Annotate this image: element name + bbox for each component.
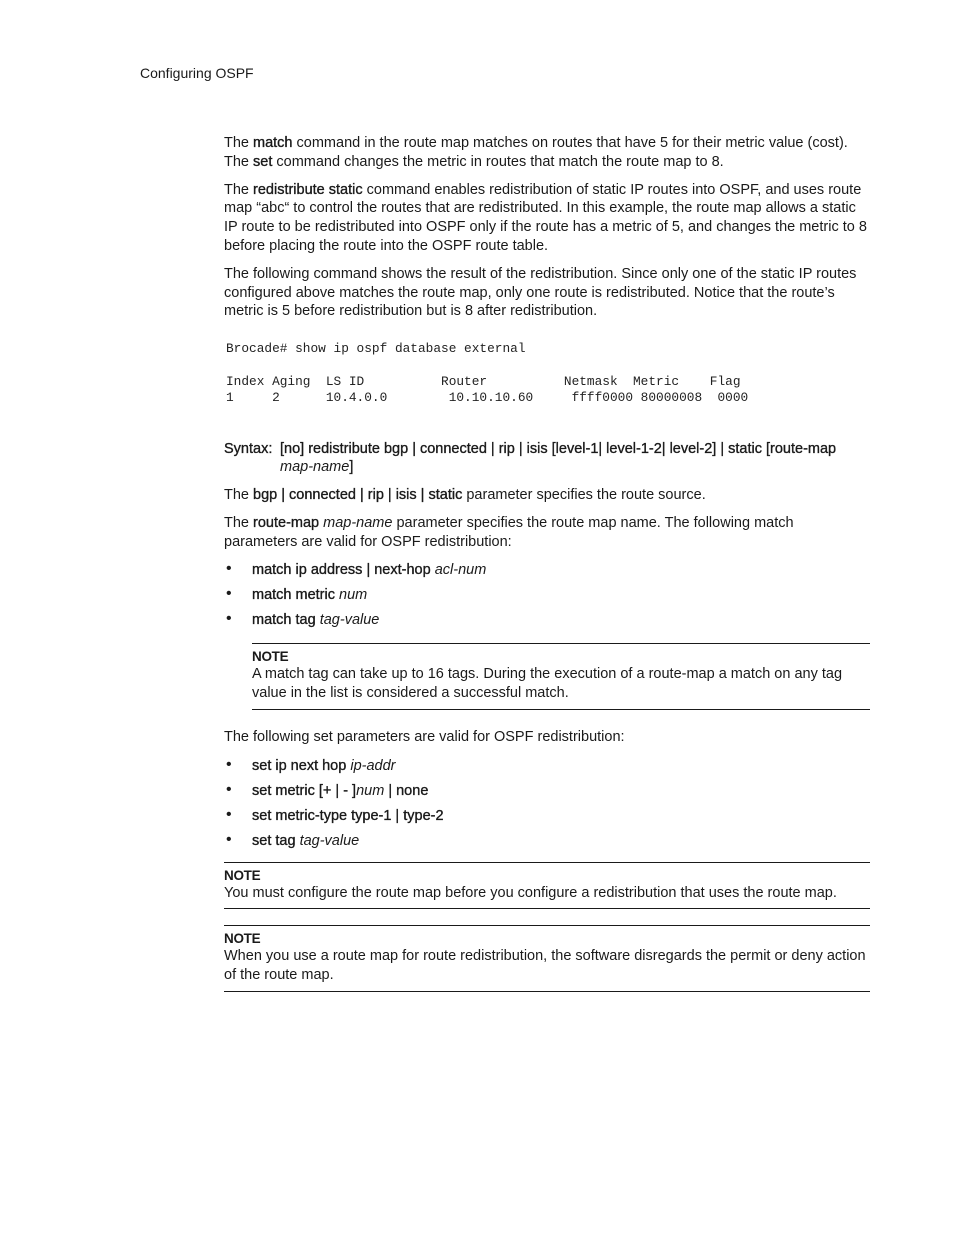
bullet-icon: • [226,780,232,798]
bullet-icon: • [226,584,232,602]
param-variable: acl-num [434,561,487,578]
bullet-icon: • [226,805,232,823]
syntax-close: ] [349,459,354,476]
param-variable: num [339,586,368,603]
keyword-set: set [253,153,273,170]
keyword-redistribute-static: redistribute static [253,181,363,198]
list-item [224,807,870,826]
list-item [224,782,870,801]
bullet-icon: • [226,559,232,577]
text: parameter specifies the route source. [462,487,706,504]
note-permit-deny [224,925,870,992]
bullet-icon: • [226,755,232,773]
param-keyword: set metric-type type-1 | type-2 [252,807,444,824]
paragraph-route-map [224,514,870,552]
keyword-match: match [253,135,293,151]
param-variable: tag-value [299,832,360,849]
text: The [224,487,254,504]
param-variable: num [356,782,385,799]
variable-map-name: map-name [323,515,393,532]
list-item [224,757,870,776]
syntax-command: [no] redistribute bgp | connected | rip | isis [level-1| level-1-2| level-2] | static [route-map [280,440,837,457]
paragraph-route-source [224,486,870,505]
list-item [224,561,870,580]
keyword-route-map: route-map [253,515,320,532]
param-keyword: match metric [252,586,335,603]
note-configure-first [224,862,870,910]
paragraph-redistribute-static [224,181,870,256]
note-title: NOTE [224,931,261,947]
paragraph-result: The following command shows the result of the redistribution. Since only one of the static IP routes configured above matches the route map, only one route is redistributed. Notice that the route’s metric is 5 before redistribution but is 8 after redistribution. [224,265,857,320]
note-match-tag [252,643,870,710]
syntax-variable: map-name [280,459,350,476]
bullet-icon: • [226,830,232,848]
text: The [224,181,254,198]
note-text: You must configure the route map before you configure a redistribution that uses the route map. [224,884,837,901]
note-text: A match tag can take up to 16 tags. During the execution of a route-map a match on any tag value in the list is considered a successful match. [252,666,843,702]
note-text: When you use a route map for route redistribution, the software disregards the permit or deny action of the route map. [224,948,866,984]
text: The [224,135,254,151]
param-keyword: set tag [252,832,296,849]
match-parameter-list [224,561,870,630]
page-content [224,134,870,1008]
param-variable: ip-addr [350,757,396,774]
param-keyword: set metric [+ | - ] [252,782,357,799]
list-item [224,832,870,851]
note-title: NOTE [224,867,261,883]
param-keyword: match ip address | next-hop [252,561,431,578]
text: command in the route map matches on routes that have 5 for their metric value (cost). The [224,135,848,170]
paragraph-set-params: The following set parameters are valid for OSPF redistribution: [224,729,625,746]
param-keyword: match tag [252,611,316,628]
syntax-body [280,440,870,478]
set-parameter-list [224,757,870,851]
text: command changes the metric in routes that match the route map to 8. [272,153,724,170]
code-table-header: Index Aging LS ID Router Netmask Metric Flag [226,373,741,389]
note-title: NOTE [252,649,289,665]
text: The [224,515,254,532]
paragraph-match-set [224,134,870,172]
bullet-icon: • [226,609,232,627]
running-head: Configuring OSPF [140,65,254,81]
syntax-block [224,440,870,478]
code-example [224,341,870,407]
syntax-label: Syntax: [224,440,273,457]
param-keyword: | none [384,782,429,799]
list-item [224,611,870,630]
keyword-sources: bgp | connected | rip | isis | static [253,487,463,504]
code-command: Brocade# show ip ospf database external [226,341,526,357]
param-keyword: set ip next hop [252,757,347,774]
list-item [224,586,870,605]
param-variable: tag-value [319,611,380,628]
text: parameter specifies the route map name. The following match parameters are valid for OSPF redistribution: [224,515,794,550]
text: command enables redistribution of static IP routes into OSPF, and uses route map “abc“ to control the routes that are redistributed. In this example, the route map allows a static IP route to be redistributed into OSPF only if the route has a metric of 5, and changes the metric to 8 before placing the route into the OSPF route table. [224,181,867,254]
code-table-row: 1 2 10.4.0.0 10.10.10.60 ffff0000 80000008 0000 [226,390,749,406]
